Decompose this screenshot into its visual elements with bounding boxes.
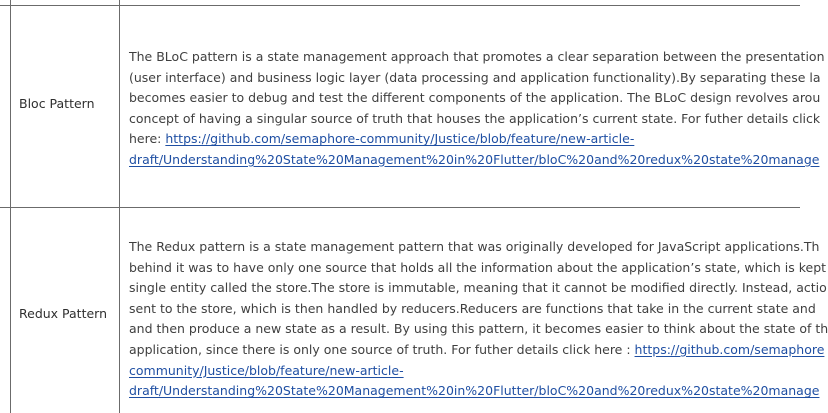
link-prefix: here: (129, 131, 166, 147)
column-divider (119, 0, 120, 413)
description-line: sent to the store, which is then handled by reducers.Reducers are functions that take in the current state and (129, 300, 816, 316)
github-link-redux[interactable]: https://github.com/semaphore (634, 341, 825, 357)
description-line: single entity called the store.The store is immutable, meaning that it cannot be modified directly. Instead, actio (129, 280, 827, 296)
table-border-left (10, 0, 11, 413)
github-link-redux-continued[interactable]: community/Justice/blob/feature/new-article- (129, 362, 404, 378)
table-border-top (0, 5, 800, 6)
row-name-bloc: Bloc Pattern (19, 96, 95, 111)
description-line: and then produce a new state as a result. By using this pattern, it becomes easier to think about the state of th (129, 321, 828, 337)
github-link-bloc[interactable]: https://github.com/semaphore-community/Justice/blob/feature/new-article- (165, 131, 635, 147)
description-line-with-link (129, 361, 800, 382)
row-description-redux (129, 237, 828, 402)
link-prefix: application, since there is only one source of truth. For futher details click here : (129, 341, 635, 357)
row-description-bloc (129, 47, 825, 171)
description-line-with-link (129, 340, 825, 361)
description-line-with-link (129, 129, 800, 150)
description-line: becomes easier to debug and test the different components of the application. The BLoC design revolves arou (129, 90, 821, 106)
github-link-redux-continued[interactable]: draft/Understanding%20State%20Management%20in%20Flutter/bloC%20and%20redux%20state%20manage (129, 383, 820, 399)
row-divider (0, 207, 800, 208)
description-line: The Redux pattern is a state management pattern that was originally developed for JavaScript applications.Th (129, 239, 820, 254)
description-line: The BLoC pattern is a state management approach that promotes a clear separation between the presentation (129, 49, 825, 64)
description-line-with-link (129, 381, 820, 402)
description-line: (user interface) and business logic layer (data processing and application functionality).By separating these la (129, 69, 821, 85)
description-line: concept of having a singular source of truth that houses the application’s current state. For futher details click (129, 110, 821, 126)
description-line: behind it was to have only one source that holds all the information about the application’s state, which is kept (129, 259, 827, 275)
description-line-with-link (129, 150, 820, 171)
github-link-bloc-continued[interactable]: draft/Understanding%20State%20Management%20in%20Flutter/bloC%20and%20redux%20state%20manage (129, 151, 820, 167)
row-name-redux: Redux Pattern (19, 306, 108, 321)
